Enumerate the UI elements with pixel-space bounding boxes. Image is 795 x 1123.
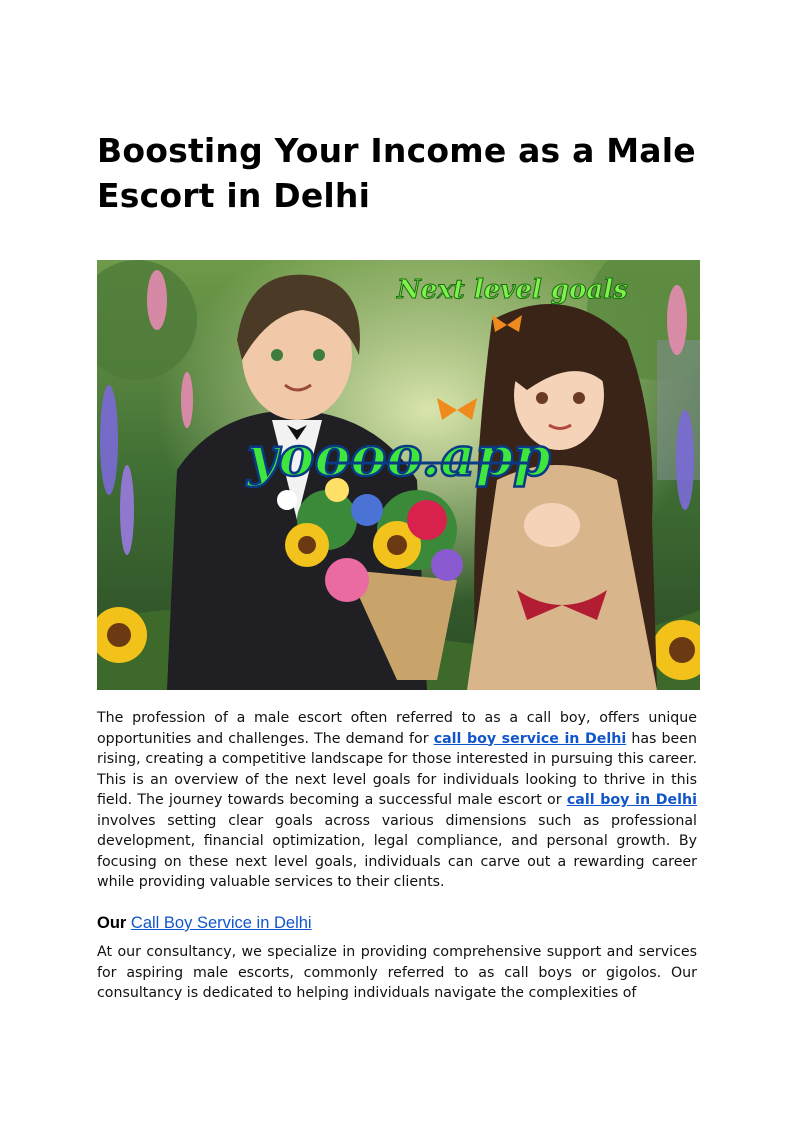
hero-illustration (97, 260, 700, 690)
intro-text-3: involves setting clear goals across various dimensions such as professional development, financial optimization, legal compliance, and personal growth. By focusing on these next level goals, individuals can carve out a rewarding career while providing valuable services to their clients. (97, 812, 697, 890)
section-heading (97, 912, 312, 934)
hero-image (97, 260, 700, 690)
overlay-text: Next level goals (397, 275, 628, 305)
intro-text-2: has been rising, creating a competitive landscape for those interested in pursuing this career. This is an overview of the next level goals for individuals looking to thrive in this field. The journey towards becoming a successful male escort or (97, 730, 698, 808)
section-heading-link[interactable]: Call Boy Service in Delhi (130, 914, 312, 932)
consultancy-paragraph: At our consultancy, we specialize in providing comprehensive support and services for aspiring male escorts, commonly referred to as call boys or gigolos. Our consultancy is dedicated to helping individuals navigate the complexities of (97, 944, 697, 1001)
section-heading-prefix: Our (97, 914, 131, 932)
call-boy-service-link[interactable]: call boy service in Delhi (433, 730, 627, 747)
intro-text-1: The profession of a male escort often referred to as a call boy, offers unique opportunities and challenges. The demand for (97, 710, 697, 747)
call-boy-delhi-link[interactable]: call boy in Delhi (566, 792, 697, 808)
page-title: Boosting Your Income as a Male Escort in Delhi (97, 131, 696, 215)
woman-figure (467, 304, 657, 690)
watermark-text: yoooo.app (247, 424, 551, 488)
intro-paragraph (97, 708, 697, 893)
